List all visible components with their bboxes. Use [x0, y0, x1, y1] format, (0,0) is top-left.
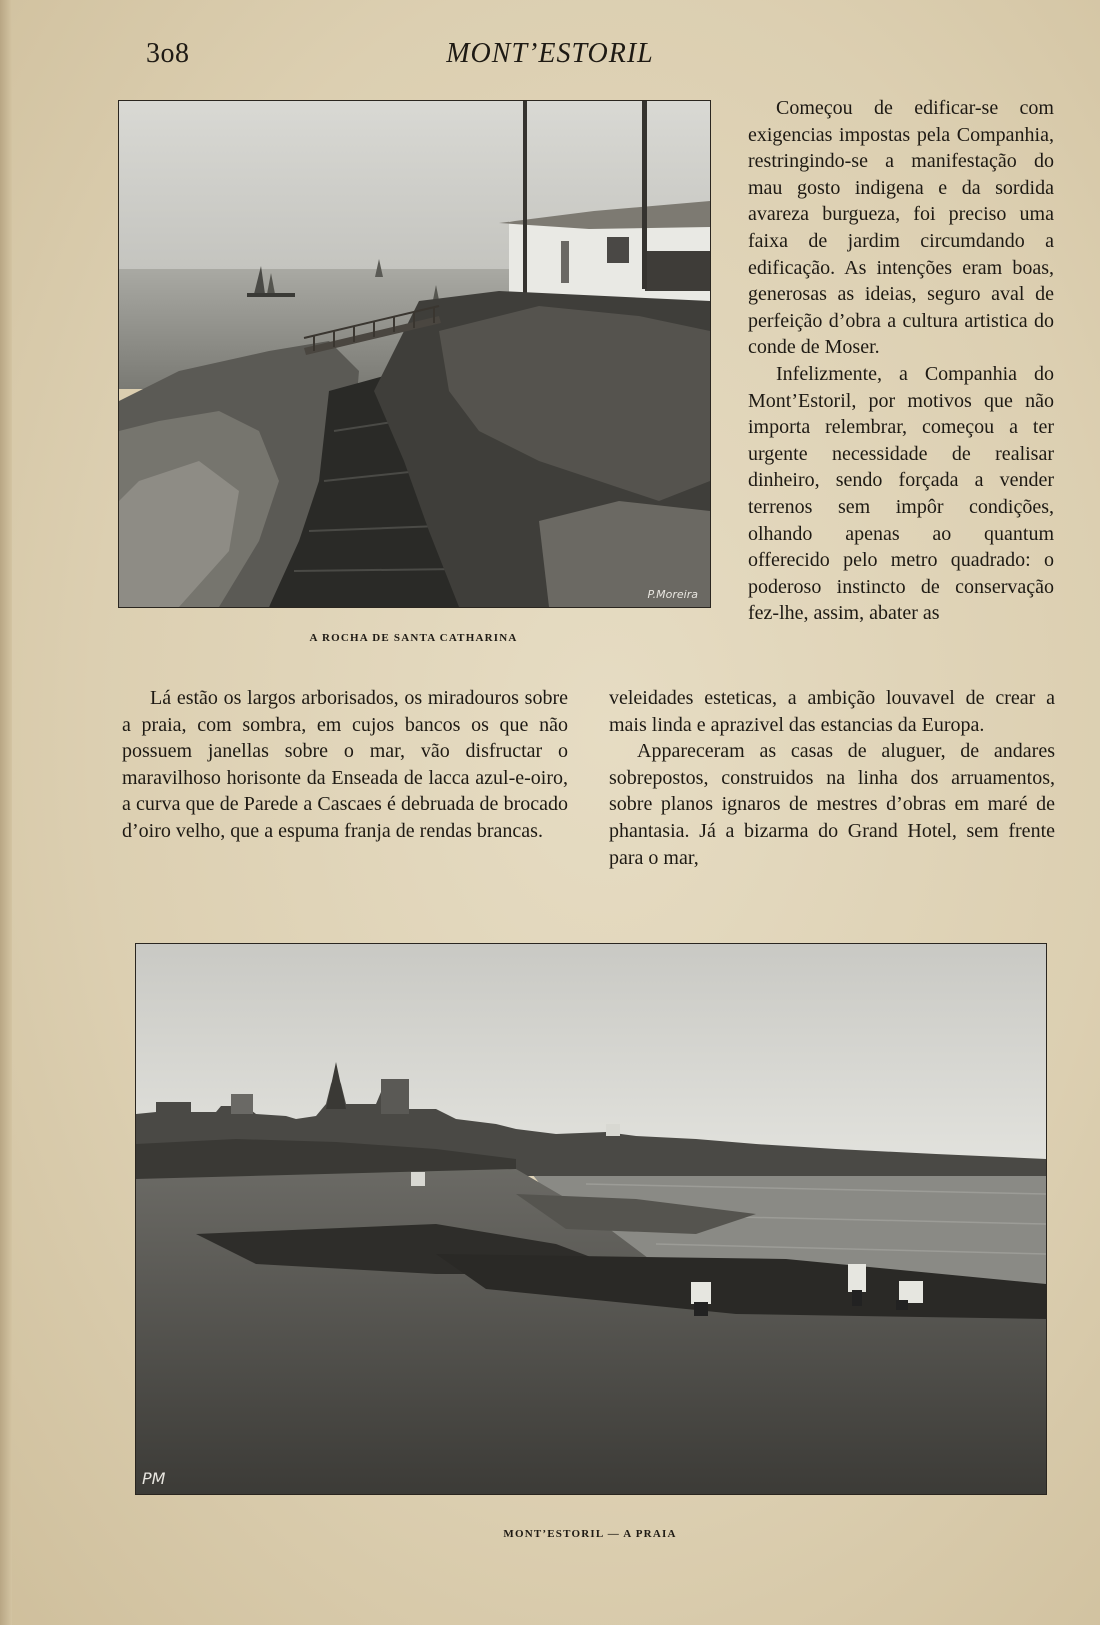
paragraph: veleidades esteticas, a ambição louvavel de crear a mais linda e aprazivel das estancias da Europa. [609, 687, 1055, 736]
left-column-text [122, 685, 568, 845]
page-number: 3o8 [146, 38, 190, 69]
photo-praia [135, 943, 1047, 1495]
page-binding-edge [0, 0, 12, 1625]
photographer-monogram: PM [142, 1469, 166, 1488]
caption-top-photo: A ROCHA DE SANTA CATHARINA [309, 632, 518, 644]
paragraph: Começou de edificar-se com exigencias impostas pela Companhia, restringindo-se a manifestação do mau gosto indigena e da sordida avareza burgueza, foi preciso uma faixa de jardim circumdando a edificação. As intenções eram boas, generosas as ideias, seguro aval de perfeição d’obra a cultura artistica do conde de Moser. [748, 97, 1054, 359]
bottom-right-column-text [609, 685, 1055, 871]
right-column-text [748, 95, 1054, 627]
running-head-title: MONT’ESTORIL [446, 38, 654, 69]
paragraph: Lá estão os largos arborisados, os miradouros sobre a praia, com sombra, em cujos bancos os que não possuem janellas sobre o mar, vão disfructar o maravilhoso horisonte da Enseada de lacca azul-e-oiro, a curva que de Parede a Cascaes é debruada de brocado d’oiro velho, que a espuma franja de rendas brancas. [122, 687, 568, 842]
paragraph: Appareceram as casas de aluguer, de andares sobrepostos, construidos na linha dos arruamentos, sobre planos ignaros de mestres d’obras em maré de phantasia. Já a bizarma do Grand Hotel, sem frente para o mar, [609, 740, 1055, 869]
caption-bottom-photo: MONT’ESTORIL — A PRAIA [503, 1528, 677, 1540]
paragraph: Infelizmente, a Companhia do Mont’Estoril, por motivos que não importa relembrar, começou a ter urgente necessidade de realisar dinheiro, sendo forçada a vender terrenos sem impôr condições, olhando apenas ao quantum offerecido pelo metro quadrado: o poderoso instincto de conservação fez-lhe, assim, abater as [748, 362, 1054, 625]
photo-rocha-santa-catharina [118, 100, 711, 608]
photographer-signature: P.Moreira [647, 588, 698, 601]
